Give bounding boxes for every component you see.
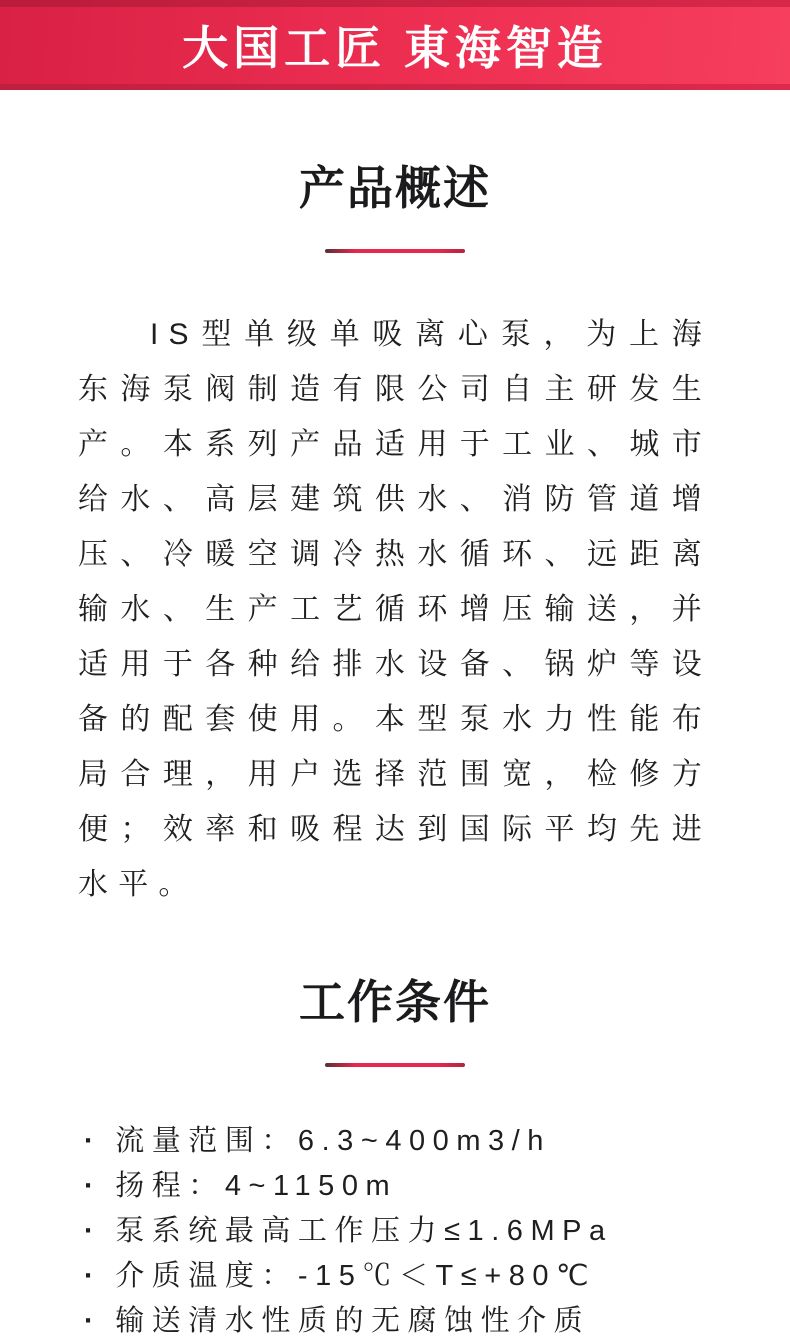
condition-medium-temperature: 介质温度：-15℃＜T≤+80℃ bbox=[115, 1259, 597, 1292]
list-item bbox=[84, 1299, 740, 1344]
bullet-dot: · bbox=[84, 1214, 102, 1247]
condition-flow-range: 流量范围：6.3~400m3/h bbox=[115, 1124, 551, 1157]
list-item bbox=[84, 1209, 740, 1254]
list-item bbox=[84, 1164, 740, 1209]
overview-paragraph: IS型单级单吸离心泵，为上海东海泵阀制造有限公司自主研发生产。本系列产品适用于工业、城市给水、高层建筑供水、消防管道增压、冷暖空调冷热水循环、远距离输水、生产工艺循环增压输送，并适用于各种给排水设备、锅炉等设备的配套使用。本型泵水力性能布局合理，用户选择范围宽，检修方便；效率和吸程达到国际平均先进水平。 bbox=[78, 317, 712, 901]
overview-title-underline bbox=[325, 249, 465, 253]
condition-medium-type: 输送清水性质的无腐蚀性介质 bbox=[115, 1304, 591, 1337]
bullet-dot: · bbox=[84, 1124, 102, 1157]
overview-section-title: 产品概述 bbox=[299, 162, 491, 214]
conditions-section-title: 工作条件 bbox=[299, 975, 491, 1028]
section-working-conditions bbox=[0, 966, 790, 1344]
bullet-dot: · bbox=[84, 1169, 102, 1202]
brand-banner bbox=[0, 0, 790, 90]
condition-head-range: 扬程：4~1150m bbox=[115, 1169, 398, 1202]
working-conditions-list bbox=[0, 1119, 790, 1344]
section-product-overview bbox=[0, 152, 790, 912]
brand-slogan: 大国工匠 東海智造 bbox=[182, 22, 608, 74]
condition-max-pressure: 泵系统最高工作压力≤1.6MPa bbox=[115, 1214, 613, 1247]
bullet-dot: · bbox=[84, 1304, 102, 1337]
bullet-dot: · bbox=[84, 1259, 102, 1292]
list-item bbox=[84, 1119, 740, 1164]
list-item bbox=[84, 1254, 740, 1299]
conditions-title-underline bbox=[325, 1063, 465, 1067]
